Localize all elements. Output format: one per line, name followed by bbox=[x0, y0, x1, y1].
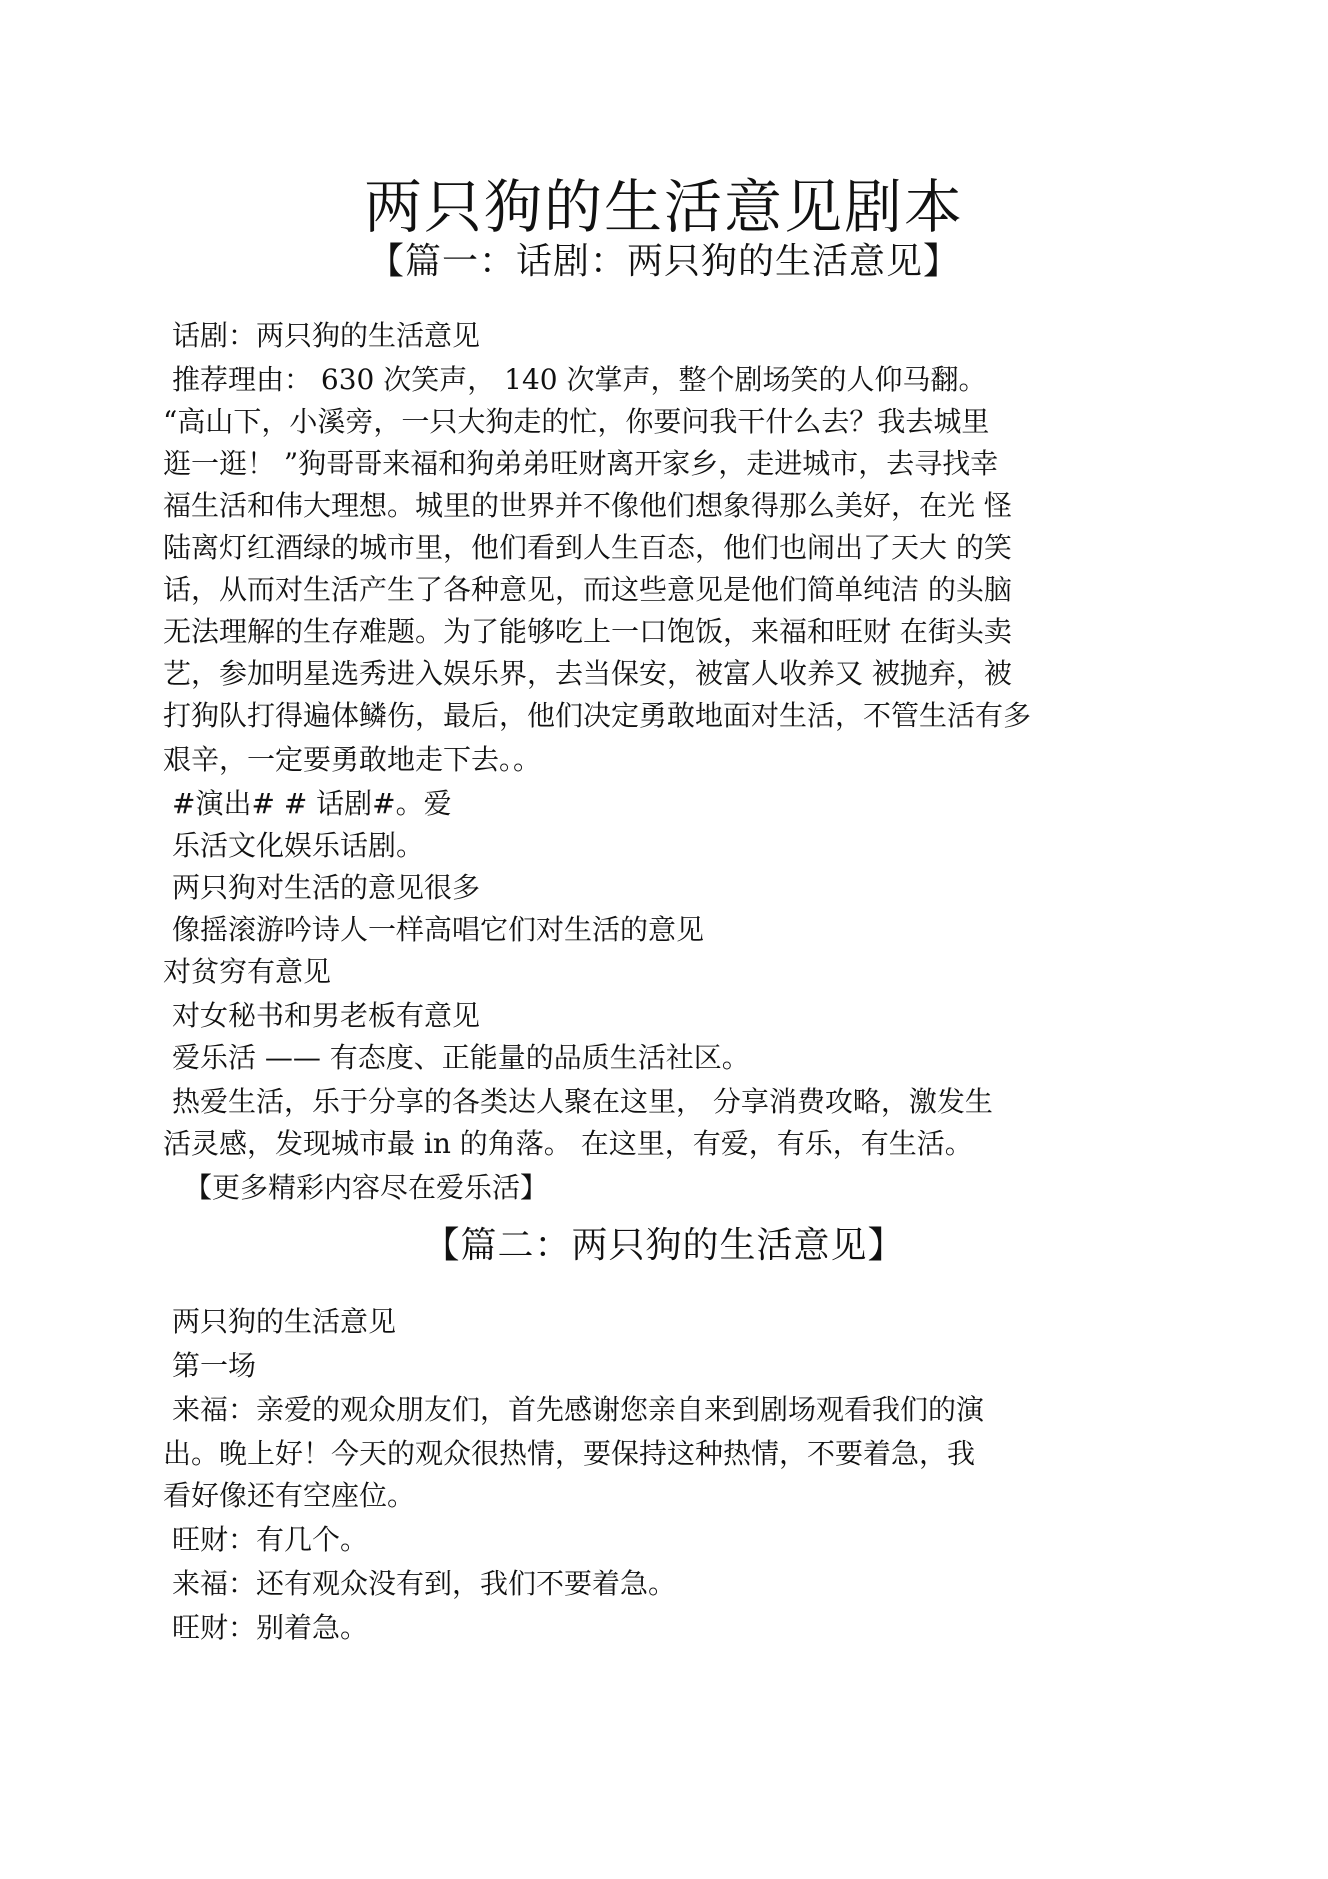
paragraph-line: 【更多精彩内容尽在爱乐活】 bbox=[184, 1171, 549, 1204]
paragraph-line: 艰辛，一定要勇敢地走下去。。 bbox=[163, 743, 542, 776]
paragraph-line: 乐活文化娱乐话剧。 bbox=[172, 829, 425, 862]
document-title: 两只狗的生活意见剧本 bbox=[363, 173, 964, 241]
section2-heading: 【篇二：两只狗的生活意见】 bbox=[423, 1225, 905, 1266]
paragraph-line: #演出# # 话剧#。爱 bbox=[172, 787, 452, 820]
paragraph-line: 热爱生活，乐于分享的各类达人聚在这里， 分享消费攻略，激发生 bbox=[172, 1085, 993, 1118]
paragraph-line: “高山下，小溪旁，一只大狗走的忙，你要问我干什么去？我去城里 bbox=[163, 405, 990, 438]
paragraph-line: 像摇滚游吟诗人一样高唱它们对生活的意见 bbox=[172, 913, 705, 946]
section1-heading: 【篇一：话剧：两只狗的生活意见】 bbox=[367, 241, 960, 282]
paragraph-line: 出。晚上好！今天的观众很热情，要保持这种热情，不要着急，我 bbox=[163, 1437, 976, 1470]
paragraph-line: 两只狗的生活意见 bbox=[172, 1305, 397, 1338]
paragraph-line: 无法理解的生存难题。为了能够吃上一口饱饭，来福和旺财 在街头卖 bbox=[163, 615, 1012, 648]
paragraph-line: 对贫穷有意见 bbox=[163, 955, 332, 988]
paragraph-line: 爱乐活 —— 有态度、正能量的品质生活社区。 bbox=[172, 1041, 750, 1074]
paragraph-line: 旺财：有几个。 bbox=[172, 1523, 369, 1556]
paragraph-line: 第一场 bbox=[172, 1349, 257, 1382]
paragraph-line: 逛一逛！ ”狗哥哥来福和狗弟弟旺财离开家乡，走进城市，去寻找幸 bbox=[163, 447, 999, 480]
paragraph-line: 推荐理由： 630 次笑声， 140 次掌声，整个剧场笑的人仰马翻。 bbox=[172, 363, 987, 396]
paragraph-line: 对女秘书和男老板有意见 bbox=[172, 999, 481, 1032]
paragraph-line: 旺财：别着急。 bbox=[172, 1611, 369, 1644]
paragraph-line: 打狗队打得遍体鳞伤，最后，他们决定勇敢地面对生活，不管生活有多 bbox=[163, 699, 1032, 732]
paragraph-line: 活灵感，发现城市最 in 的角落。 在这里，有爱，有乐，有生活。 bbox=[163, 1127, 973, 1160]
paragraph-line: 看好像还有空座位。 bbox=[163, 1479, 416, 1512]
paragraph-line: 福生活和伟大理想。城里的世界并不像他们想象得那么美好，在光 怪 bbox=[163, 489, 1012, 522]
paragraph-line: 来福：亲爱的观众朋友们，首先感谢您亲自来到剧场观看我们的演 bbox=[172, 1393, 985, 1426]
paragraph-line: 两只狗对生活的意见很多 bbox=[172, 871, 481, 904]
paragraph-line: 陆离灯红酒绿的城市里，他们看到人生百态，他们也闹出了天大 的笑 bbox=[163, 531, 1012, 564]
paragraph-line: 话，从而对生活产生了各种意见，而这些意见是他们简单纯洁 的头脑 bbox=[163, 573, 1012, 606]
paragraph-line: 艺，参加明星选秀进入娱乐界，去当保安，被富人收养又 被抛弃，被 bbox=[163, 657, 1012, 690]
paragraph-line: 来福：还有观众没有到，我们不要着急。 bbox=[172, 1567, 677, 1600]
paragraph-line: 话剧：两只狗的生活意见 bbox=[172, 319, 481, 352]
